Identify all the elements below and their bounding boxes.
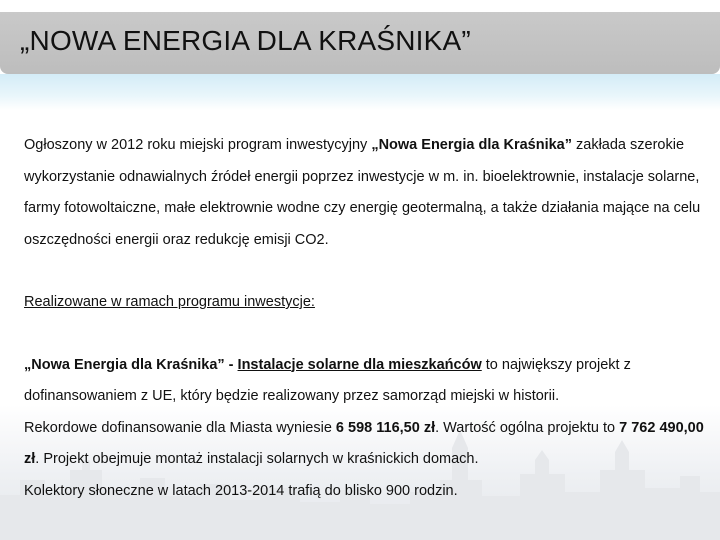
total-value: 7 762 490,00 zł bbox=[24, 419, 704, 467]
project-description: to największy projekt z dofinansowaniem z UE, który będzie realizowany przez samorząd miejski w historii. bbox=[24, 356, 631, 404]
spacer bbox=[24, 319, 714, 350]
funding-amount: 6 598 116,50 zł bbox=[335, 419, 436, 436]
project-dash: - bbox=[224, 356, 238, 373]
header-accent-band bbox=[0, 74, 720, 110]
spacer bbox=[24, 256, 714, 287]
funding-text-end: . Projekt obejmuje montaż instalacji solarnych w kraśnickich domach. bbox=[35, 451, 479, 467]
funding-paragraph bbox=[24, 413, 714, 476]
intro-paragraph bbox=[24, 130, 714, 256]
project-title: Instalacje solarne dla mieszkańców bbox=[237, 356, 482, 373]
section-heading: Realizowane w ramach programu inwestycje: bbox=[24, 294, 315, 310]
project-name: „Nowa Energia dla Kraśnika” bbox=[24, 356, 225, 373]
intro-text-rest: zakłada szerokie wykorzystanie odnawialnych źródeł energii poprzez inwestycje w m. in. bioelektrownie, instalacje solarne, farmy fotowoltaiczne, małe elektrownie wodne czy energię geotermalną, a także działania mające na celu oszczędności energii oraz redukcję emisji CO2. bbox=[24, 137, 701, 248]
page-title: „NOWA ENERGIA DLA KRAŚNIKA” bbox=[20, 25, 471, 56]
funding-text-middle: . Wartość ogólna projektu to bbox=[435, 419, 620, 436]
funding-text-start: Rekordowe dofinansowanie dla Miasta wyniesie bbox=[24, 419, 336, 436]
main-content bbox=[24, 130, 714, 507]
project-paragraph bbox=[24, 350, 714, 413]
collectors-paragraph: Kolektory słoneczne w latach 2013-2014 trafią do blisko 900 rodzin. bbox=[24, 482, 458, 499]
title-bar bbox=[0, 12, 720, 74]
program-name: „Nowa Energia dla Kraśnika” bbox=[371, 137, 572, 153]
intro-text-start: Ogłoszony w 2012 roku miejski program inwestycyjny bbox=[24, 137, 372, 153]
